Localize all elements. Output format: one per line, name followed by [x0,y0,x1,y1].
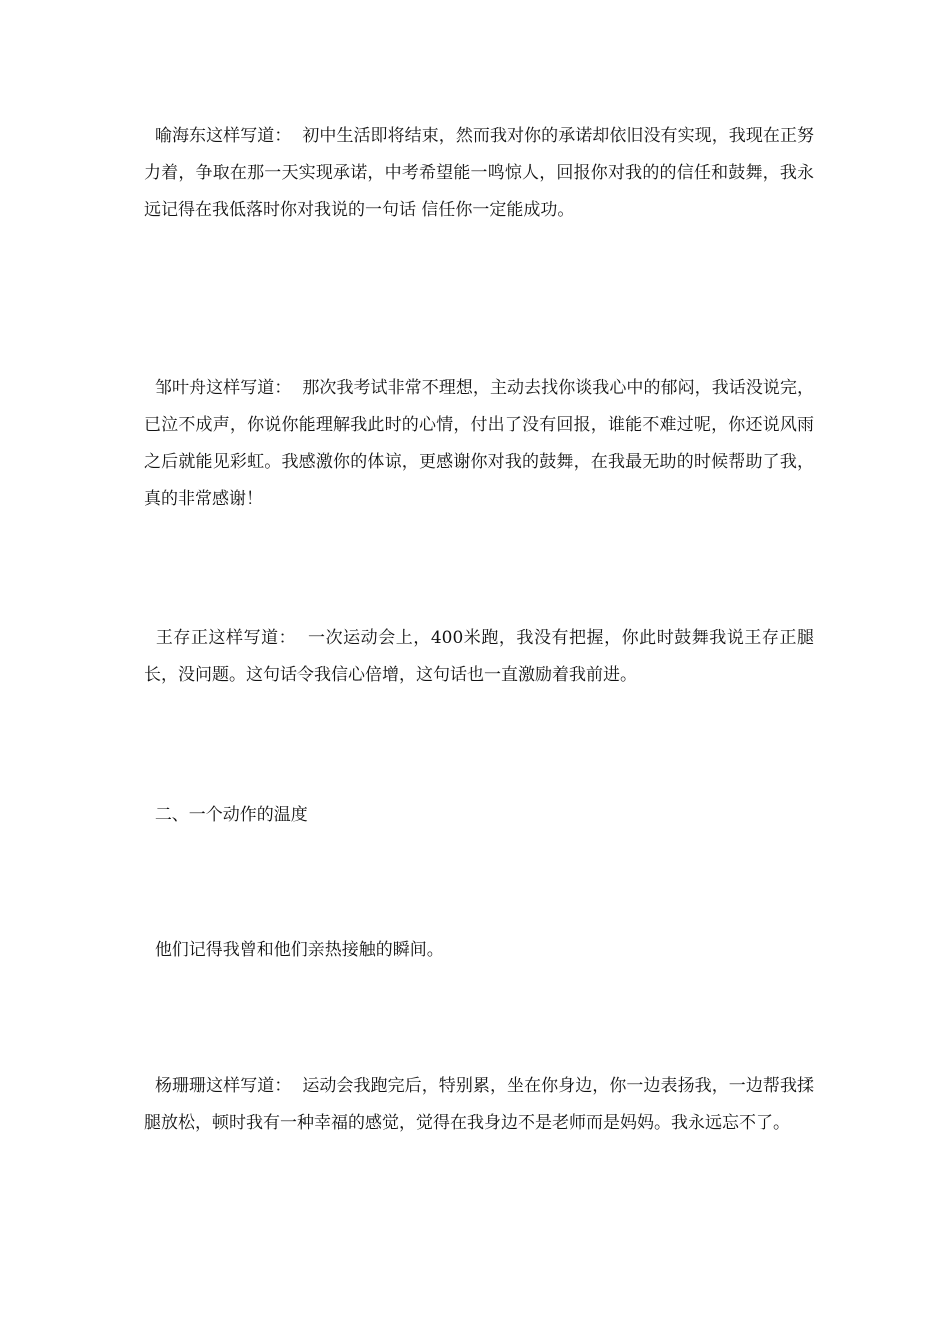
paragraph-zou-yezhou: 邹叶舟这样写道： 那次我考试非常不理想，主动去找你谈我心中的郁闷，我话没说完，已泣不成声，你说你能理解我此时的心情，付出了没有回报，谁能不难过呢，你还说风雨之后就能见彩虹。我感激你的体谅，更感谢你对我的鼓舞，在我最无助的时候帮助了我，真的非常感谢！ [144,378,815,509]
paragraph-yu-haidong: 喻海东这样写道： 初中生活即将结束，然而我对你的承诺却依旧没有实现，我现在正努力着，争取在那一天实现承诺，中考希望能一鸣惊人，回报你对我的的信任和鼓舞，我永远记得在我低落时你对我说的一句话 信任你一定能成功。 [144,126,815,220]
paragraph-yang-shanshan: 杨珊珊这样写道： 运动会我跑完后，特别累，坐在你身边，你一边表扬我，一边帮我揉腿放松，顿时我有一种幸福的感觉，觉得在我身边不是老师而是妈妈。我永远忘不了。 [144,1076,815,1133]
section-heading: 二、一个动作的温度 [144,805,308,825]
paragraph-intro: 他们记得我曾和他们亲热接触的瞬间。 [144,940,444,960]
paragraph-wang-cunzheng: 王存正这样写道： 一次运动会上，400米跑，我没有把握，你此时鼓舞我说王存正腿长，没问题。这句话令我信心倍增，这句话也一直激励着我前进。 [144,628,814,685]
